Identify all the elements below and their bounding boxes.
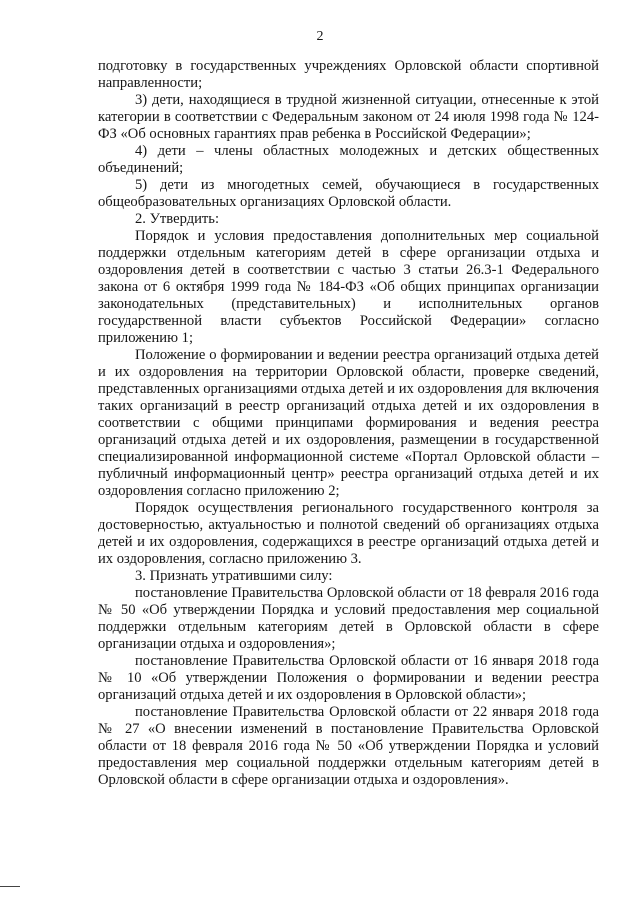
paragraph-control: Порядок осуществления регионального государственного контроля за достоверностью, актуальностью и полнотой сведений об организациях отдыха детей и их оздоровления, содержащихся в реестре организаций отдыха детей и их оздоровления, согласно приложению 3. (98, 500, 599, 567)
list-item-5: 5) дети из многодетных семей, обучающиеся в государственных общеобразовательных организациях Орловской области. (98, 177, 599, 210)
section-3-heading: 3. Признать утратившими силу: (135, 568, 333, 584)
paragraph-continuation: подготовку в государственных учреждениях Орловской области спортивной направленности; (98, 58, 599, 91)
repealed-resolution-1: постановление Правительства Орловской области от 18 февраля 2016 года № 50 «Об утверждении Порядка и условий предоставления мер социальной поддержки отдельным категориям детей в Орловской области в сфере организации отдыха и оздоровления»; (98, 585, 599, 652)
page-number: 2 (316, 29, 324, 44)
list-item-3: 3) дети, находящиеся в трудной жизненной ситуации, отнесенные к этой категории в соответствии с Федеральным законом от 24 июля 1998 года № 124-ФЗ «Об основных гарантиях прав ребенка в Российской Федерации»; (98, 92, 599, 142)
repealed-resolution-3: постановление Правительства Орловской области от 22 января 2018 года № 27 «О внесении изменений в постановление Правительства Орловской области от 18 февраля 2016 года № 50 «Об утверждении Порядка и условий предоставления мер социальной поддержки отдельным категориям детей в Орловской области в сфере организации отдыха и оздоровления». (98, 704, 599, 788)
scan-edge-mark (0, 886, 20, 887)
paragraph-procedure: Порядок и условия предоставления дополнительных мер социальной поддержки отдельным категориям детей в сфере организации отдыха и оздоровления детей в соответствии с частью 3 статьи 26.3-1 Федерального закона от 6 октября 1999 года № 184-ФЗ «Об общих принципах организации законодательных (представительных) и исполнительных органов государственной власти субъектов Российской Федерации» согласно приложению 1; (98, 228, 599, 346)
repealed-resolution-2: постановление Правительства Орловской области от 16 января 2018 года № 10 «Об утверждении Положения о формировании и ведении реестра организаций отдыха детей и их оздоровления в Орловской области»; (98, 653, 599, 703)
paragraph-regulation: Положение о формировании и ведении реестра организаций отдыха детей и их оздоровления на территории Орловской области, проверке сведений, представленных организациями отдыха детей и их оздоровления для включения таких организаций в реестр организаций отдыха детей и их оздоровления в соответствии с общими принципами формирования и ведения реестра организаций отдыха детей и их оздоровления, размещении в государственной специализированной информационной системе «Портал Орловской области – публичный информационный центр» реестра организаций отдыха детей и их оздоровления согласно приложению 2; (98, 347, 599, 499)
section-2-heading: 2. Утвердить: (135, 211, 220, 227)
document-body (98, 58, 599, 789)
list-item-4: 4) дети – члены областных молодежных и детских общественных объединений; (98, 143, 599, 176)
